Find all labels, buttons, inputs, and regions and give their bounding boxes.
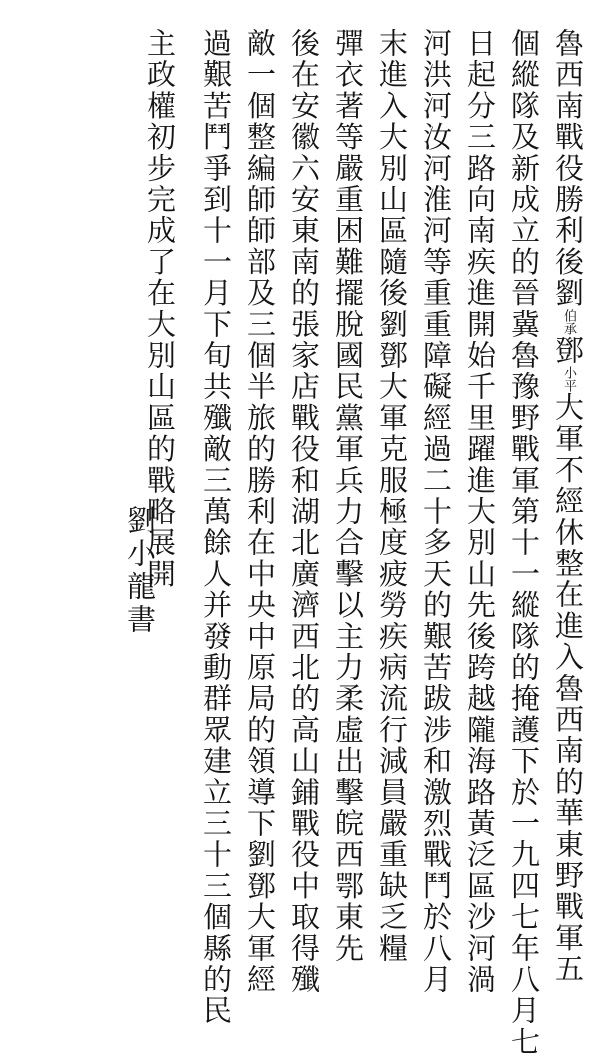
- text-column-5: 末進入大別山區隨後劉鄧大軍克服極度疲勞疾病流行減員嚴重缺乏糧: [375, 28, 409, 964]
- text-column-2: 個縱隊及新成立的晉冀魯豫野戰軍第十一縱隊的掩護下於一九四七年八月七: [507, 28, 541, 1058]
- text-column-1-mid: 鄧: [551, 334, 585, 367]
- text-column-4: 河洪河汝河淮河等重重障礙經過二十多天的艱苦跋涉和激烈戰鬥於八月: [419, 28, 453, 996]
- text-column-6: 彈衣著等嚴重困難擺脫國民黨軍兵力合擊以主力柔虛出擊皖西鄂東先: [331, 28, 365, 964]
- text-column-8: 敵一個整編師師部及三個半旅的勝利在中央中原局的領導下劉鄧大軍經: [243, 28, 277, 996]
- text-column-7: 後在安徽六安東南的張家店戰役和湖北廣濟西北的高山鋪戰役中取得殲: [287, 28, 321, 996]
- text-column-1-head: 魯西南戰役勝利後劉: [551, 28, 585, 309]
- text-column-3: 日起分三路向南疾進開始千里躍進大別山先後跨越隴海路黃泛區沙河渦: [463, 28, 497, 996]
- signature: 劉小龍書: [123, 505, 157, 637]
- annotation-bocheng: 伯承: [561, 308, 576, 335]
- annotation-xiaoping: 小平: [561, 366, 576, 393]
- text-column-9: 過艱苦鬥爭到十一月下旬共殲敵三萬餘人并發動群眾建立三十三個縣的民: [199, 28, 233, 1027]
- text-column-10: 主政權初步完成了在大別山區的戰略展開: [143, 28, 177, 590]
- text-column-1-tail: 大軍不經休整在進入魯西南的華東野戰軍五: [551, 392, 585, 985]
- text-column-1: [548, 28, 588, 985]
